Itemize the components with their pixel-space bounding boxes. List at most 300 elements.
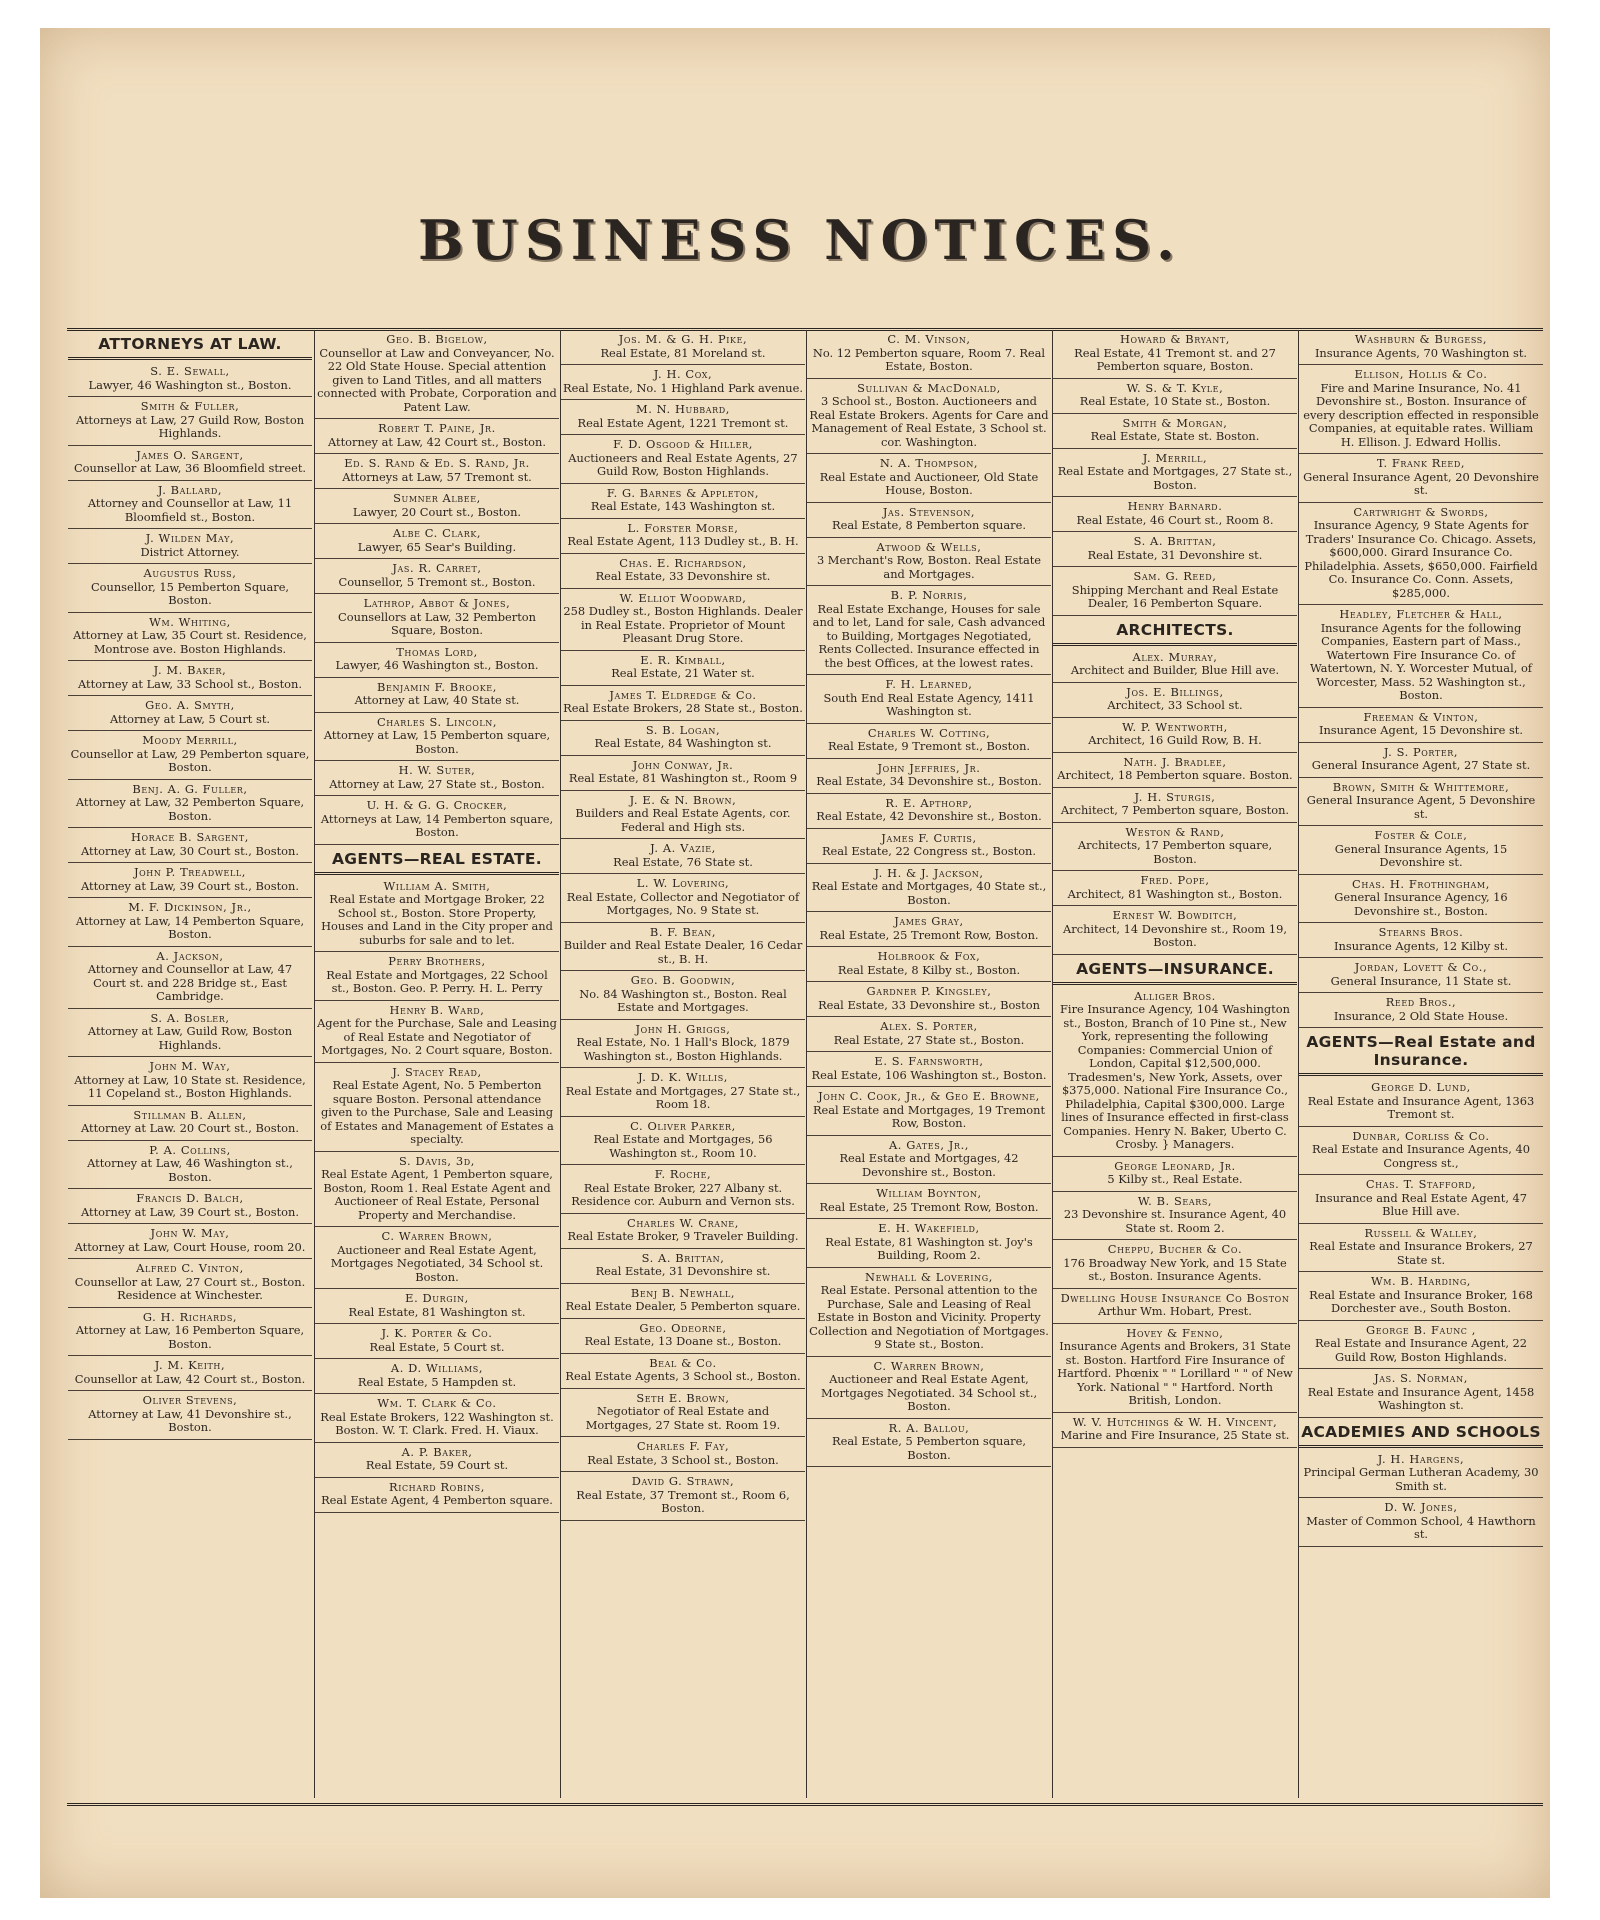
business-entry xyxy=(1053,532,1297,567)
entry-name: Smith & Fuller, xyxy=(140,399,240,413)
notice-column xyxy=(1298,330,1543,1798)
entry-name: John Conway, Jr. xyxy=(632,757,734,772)
entry-detail: Architect, 14 Devonshire st., Room 19, Boston. xyxy=(1063,921,1287,949)
entry-name: W. Elliot Woodward, xyxy=(619,590,747,605)
entry-name: Gardner P. Kingsley, xyxy=(866,984,992,998)
entry-name: Cheppu, Bucher & Co. xyxy=(1107,1242,1243,1256)
business-entry xyxy=(68,613,312,662)
business-entry xyxy=(561,1165,805,1214)
business-entry xyxy=(68,780,312,829)
entry-name: William A. Smith, xyxy=(383,878,491,893)
entry-detail: Architect, 18 Pemberton square. Boston. xyxy=(1057,768,1293,782)
business-entry xyxy=(68,828,312,863)
entry-detail: Real Estate and Mortgages, 22 School st., Boston. Geo. P. Perry. H. L. Perry xyxy=(326,967,548,995)
business-entry xyxy=(315,524,559,559)
business-entry xyxy=(1053,906,1297,955)
entry-name: Reed Bros., xyxy=(1385,995,1457,1009)
notice-column xyxy=(68,330,312,1798)
business-entry xyxy=(68,661,312,696)
business-entry xyxy=(315,761,559,796)
entry-detail: Attorney at Law, 32 Pemberton Square, Boston. xyxy=(75,795,305,823)
business-entry xyxy=(1053,414,1297,449)
business-entry xyxy=(315,1478,559,1513)
entry-detail: Insurance Agents and Brokers, 31 State st. Boston. Hartford Fire Insurance of Hartford. Phœnix " " Lorillard " " of New York. National " " Hartford. North British, London. xyxy=(1057,1339,1293,1407)
entry-detail: Architect, 33 School st. xyxy=(1107,698,1243,712)
business-entry xyxy=(561,686,805,721)
business-entry xyxy=(807,330,1051,379)
entry-name: J. K. Porter & Co. xyxy=(381,1326,493,1340)
entry-name: Alex. Murray, xyxy=(1132,649,1218,664)
business-entry xyxy=(807,912,1051,947)
entry-detail: Real Estate and Mortgages, 27 State st., Room 18. xyxy=(565,1083,801,1111)
entry-name: J. H. Hargens, xyxy=(1377,1451,1465,1466)
entry-name: Oliver Stevens, xyxy=(142,1393,238,1407)
entry-detail: Attorney and Counsellor at Law, 11 Bloomfield st., Boston. xyxy=(87,496,293,524)
entry-detail: Attorney at Law, 42 Court st., Boston. xyxy=(327,434,547,449)
entry-name: Atwood & Wells, xyxy=(876,539,982,554)
entry-name: H. W. Suter, xyxy=(398,763,476,777)
business-entry xyxy=(315,713,559,762)
entry-detail: Real Estate and Insurance Agent, 1458 Washington st. xyxy=(1307,1384,1535,1412)
entry-detail: Attorneys at Law, 14 Pemberton square, Boston. xyxy=(320,811,554,839)
entry-detail: Real Estate Agent, 1221 Tremont st. xyxy=(577,415,789,430)
business-entry xyxy=(561,1472,805,1521)
entry-name: W. P. Wentworth, xyxy=(1122,719,1228,734)
entry-name: J. Ballard, xyxy=(157,482,223,497)
entry-detail: Architect and Builder, Blue Hill ave. xyxy=(1070,663,1280,677)
entry-detail: Principal German Lutheran Academy, 30 Smith st. xyxy=(1303,1465,1539,1493)
business-entry xyxy=(561,1020,805,1069)
entry-detail: Real Estate, 10 State st., Boston. xyxy=(1079,394,1271,408)
entry-detail: Lawyer, 46 Washington st., Boston. xyxy=(335,658,539,672)
entry-name: Charles W. Crane, xyxy=(627,1215,739,1230)
business-entry xyxy=(1299,1450,1543,1499)
entry-name: D. W. Jones, xyxy=(1384,1500,1458,1514)
business-entry xyxy=(807,1268,1051,1357)
entry-name: Wm. Whiting, xyxy=(149,614,231,629)
entry-detail: No. 12 Pemberton square, Room 7. Real Estate, Boston. xyxy=(812,345,1046,373)
entry-detail: Real Estate, 33 Devonshire st. xyxy=(595,569,771,583)
business-entry xyxy=(561,1319,805,1354)
business-entry xyxy=(315,559,559,594)
entry-name: Stillman B. Allen, xyxy=(133,1107,247,1122)
business-entry xyxy=(68,397,312,446)
notice-column xyxy=(1052,330,1297,1798)
business-entry xyxy=(561,519,805,554)
entry-name: Jas. S. Norman, xyxy=(1374,1371,1468,1385)
business-entry xyxy=(1053,567,1297,616)
entry-name: C. Warren Brown, xyxy=(873,1358,985,1373)
entry-detail: Real Estate, 42 Devonshire st., Boston. xyxy=(816,809,1042,823)
entry-name: John Jeffries, Jr. xyxy=(877,760,981,775)
entry-detail: Real Estate, 81 Moreland st. xyxy=(600,345,766,360)
entry-name: Jos. M. & G. H. Pike, xyxy=(618,332,748,346)
entry-name: Foster & Cole, xyxy=(1374,828,1468,842)
business-entry xyxy=(561,1068,805,1117)
business-entry xyxy=(1299,778,1543,827)
business-entry xyxy=(561,1437,805,1472)
entry-name: J. S. Porter, xyxy=(1383,744,1459,759)
entry-name: S. A. Bosler, xyxy=(150,1010,230,1025)
entry-name: Geo. A. Smyth, xyxy=(145,698,235,712)
entry-detail: Real Estate, 9 Tremont st., Boston. xyxy=(827,739,1031,753)
entry-detail: Real Estate, 143 Washington st. xyxy=(590,499,776,513)
business-entry xyxy=(1053,1413,1297,1448)
business-entry xyxy=(68,362,312,397)
business-entry xyxy=(1299,875,1543,924)
entry-name: Ellison, Hollis & Co. xyxy=(1354,367,1488,381)
business-entry xyxy=(1053,1157,1297,1192)
business-entry xyxy=(315,1152,559,1228)
entry-name: Fred. Pope, xyxy=(1140,873,1210,887)
entry-name: Jas. R. Carret, xyxy=(392,561,482,575)
entry-name: Washburn & Burgess, xyxy=(1354,332,1488,346)
business-entry xyxy=(68,1259,312,1308)
entry-detail: Builder and Real Estate Dealer, 16 Cedar st., B. H. xyxy=(563,938,803,966)
section-heading: ATTORNEYS AT LAW. xyxy=(68,330,312,360)
business-entry xyxy=(807,538,1051,587)
entry-name: C. Oliver Parker, xyxy=(630,1118,736,1133)
entry-name: Sumner Albee, xyxy=(393,491,481,505)
entry-detail: Attorney at Law, 5 Court st. xyxy=(109,711,271,726)
business-entry xyxy=(561,756,805,791)
entry-name: John H. Griggs, xyxy=(635,1021,731,1036)
business-entry xyxy=(1299,1369,1543,1418)
entry-detail: Real Estate, 3 School st., Boston. xyxy=(587,1452,779,1467)
entry-name: B. F. Bean, xyxy=(649,924,717,939)
entry-name: Charles S. Lincoln, xyxy=(376,714,498,729)
business-entry xyxy=(561,1354,805,1389)
entry-name: Geo. Odeorne, xyxy=(639,1320,727,1335)
business-entry xyxy=(68,1189,312,1224)
entry-detail: General Insurance, 11 State st. xyxy=(1330,973,1512,988)
entry-detail: General Insurance Agent, 20 Devonshire st. xyxy=(1303,469,1539,497)
entry-detail: Counsellor, 5 Tremont st., Boston. xyxy=(338,574,536,589)
entry-name: J. Wilden May, xyxy=(145,531,235,545)
entry-name: Wm. B. Harding, xyxy=(1370,1274,1472,1288)
entry-name: Henry Barnard. xyxy=(1127,499,1223,513)
business-entry xyxy=(315,1324,559,1359)
entry-detail: 176 Broadway New York, and 15 State st., Boston. Insurance Agents. xyxy=(1063,1255,1287,1283)
business-entry xyxy=(561,791,805,840)
entry-detail: 258 Dudley st., Boston Highlands. Dealer in Real Estate. Proprietor of Mount Pleasant Drug Store. xyxy=(563,604,803,645)
entry-detail: Attorney and Counsellor at Law, 47 Court st. and 228 Bridge st., East Cambridge. xyxy=(87,962,293,1003)
entry-detail: 23 Devonshire st. Insurance Agent, 40 State st. Room 2. xyxy=(1063,1207,1287,1235)
business-entry xyxy=(807,1136,1051,1185)
entry-name: W. B. Sears, xyxy=(1137,1193,1213,1208)
entry-detail: Real Estate and Mortgage Broker, 22 School st., Boston. Store Property, Houses and Land in the City proper and suburbs for sale and to let. xyxy=(321,892,553,947)
entry-name: Newhall & Lovering, xyxy=(865,1269,993,1284)
entry-detail: Real Estate Dealer, 5 Pemberton square. xyxy=(565,1299,801,1313)
business-entry xyxy=(68,1141,312,1190)
business-entry xyxy=(1053,823,1297,872)
entry-name: W. V. Hutchings & W. H. Vincent, xyxy=(1072,1414,1278,1429)
entry-detail: Real Estate Brokers, 122 Washington st. Boston. W. T. Clark. Fred. H. Viaux. xyxy=(320,1409,554,1437)
entry-name: E. H. Wakefield, xyxy=(878,1221,980,1235)
entry-detail: Attorney at Law, 10 State st. Residence, 11 Copeland st., Boston Highlands. xyxy=(74,1072,306,1100)
entry-name: Moody Merrill, xyxy=(142,733,238,747)
entry-name: Chas. H. Frothingham, xyxy=(1352,876,1490,891)
entry-detail: Architect, 7 Pemberton square, Boston. xyxy=(1060,803,1290,817)
entry-name: Weston & Rand, xyxy=(1125,824,1225,839)
business-entry xyxy=(1299,958,1543,993)
business-entry xyxy=(315,1359,559,1394)
entry-detail: Real Estate and Insurance Agent, 22 Guild Row, Boston Highlands. xyxy=(1314,1336,1528,1364)
entry-name: J. H. Sturgis, xyxy=(1134,789,1216,804)
entry-detail: Architects, 17 Pemberton square, Boston. xyxy=(1077,838,1273,866)
entry-detail: Real Estate and Auctioneer, Old State House, Boston. xyxy=(819,469,1039,497)
entry-name: Jas. Stevenson, xyxy=(882,504,976,519)
entry-detail: Marine and Fire Insurance, 25 State st. xyxy=(1060,1428,1290,1442)
entry-name: Chas. T. Stafford, xyxy=(1365,1177,1477,1191)
entry-detail: Attorney at Law, Court House, room 20. xyxy=(74,1239,306,1254)
entry-detail: Insurance Agents, 70 Washington st. xyxy=(1314,345,1528,360)
business-entry xyxy=(1299,708,1543,743)
entry-name: U. H. & G. G. Crocker, xyxy=(366,798,508,812)
notice-column xyxy=(806,330,1051,1798)
business-entry xyxy=(1299,605,1543,708)
business-entry xyxy=(561,1284,805,1319)
business-entry xyxy=(315,454,559,489)
entry-name: J. E. & N. Brown, xyxy=(629,792,737,807)
entry-name: Geo. B. Bigelow, xyxy=(386,332,488,346)
business-entry xyxy=(1299,1321,1543,1370)
entry-detail: Master of Common School, 4 Hawthorn st. xyxy=(1306,1513,1536,1541)
business-entry xyxy=(807,864,1051,913)
entry-detail: Counsellor at Law, 42 Court st., Boston. xyxy=(74,1371,306,1386)
business-entry xyxy=(315,419,559,454)
entry-detail: Real Estate Agent, 4 Pemberton square. xyxy=(321,1493,553,1507)
entry-detail: 5 Kilby st., Real Estate. xyxy=(1107,1172,1243,1186)
entry-detail: Real Estate, 81 Washington st. Joy's Building, Room 2. xyxy=(825,1234,1033,1262)
entry-name: Charles W. Cotting, xyxy=(867,725,991,740)
entry-detail: Real Estate, 25 Tremont Row, Boston. xyxy=(819,1199,1039,1214)
entry-name: Headley, Fletcher & Hall, xyxy=(1339,607,1503,621)
business-entry xyxy=(561,651,805,686)
entry-detail: Real Estate and Mortgages, 27 State st., Boston. xyxy=(1057,464,1293,492)
entry-name: Perry Brothers, xyxy=(388,954,486,968)
entry-detail: Real Estate, 5 Hampden st. xyxy=(357,1374,517,1389)
entry-name: E. S. Farnsworth, xyxy=(874,1054,984,1068)
entry-name: Benj B. Newhall, xyxy=(630,1285,736,1300)
business-entry xyxy=(807,829,1051,864)
entry-name: Dwelling House Insurance Co Boston xyxy=(1060,1290,1290,1305)
business-entry xyxy=(1299,1127,1543,1176)
business-entry xyxy=(1053,683,1297,718)
business-entry xyxy=(68,1009,312,1058)
business-entry xyxy=(1053,1289,1297,1324)
entry-name: F. H. Learned, xyxy=(885,677,973,691)
entry-name: Howard & Bryant, xyxy=(1119,332,1231,346)
business-entry xyxy=(561,554,805,589)
business-entry xyxy=(561,721,805,756)
entry-name: W. S. & T. Kyle, xyxy=(1126,380,1224,395)
entry-name: Jos. E. Billings, xyxy=(1126,684,1224,699)
entry-detail: South End Real Estate Agency, 1411 Washington st. xyxy=(823,690,1035,718)
entry-name: Augustus Russ, xyxy=(143,566,237,580)
entry-detail: Real Estate, 27 State st., Boston. xyxy=(833,1032,1025,1047)
business-entry xyxy=(561,435,805,484)
business-entry xyxy=(1299,993,1543,1028)
entry-detail: Counsellors at Law, 32 Pemberton Square, Boston. xyxy=(338,609,536,637)
section-heading: AGENTS—Real Estate and Insurance. xyxy=(1299,1028,1543,1076)
entry-detail: Architect, 81 Washington st., Boston. xyxy=(1067,886,1283,901)
entry-detail: General Insurance Agency, 16 Devonshire st., Boston. xyxy=(1334,890,1508,918)
entry-name: J. M. Baker, xyxy=(153,663,227,677)
business-entry xyxy=(807,586,1051,675)
entry-name: M. F. Dickinson, Jr., xyxy=(128,900,252,914)
entry-detail: No. 84 Washington st., Boston. Real Estate and Mortgages. xyxy=(579,986,787,1014)
entry-detail: Real Estate Agents, 3 School st., Boston. xyxy=(565,1369,801,1383)
entry-detail: Real Estate, 46 Court st., Room 8. xyxy=(1076,512,1274,527)
entry-detail: Real Estate and Mortgages, 42 Devonshire st., Boston. xyxy=(839,1151,1019,1179)
entry-name: Dunbar, Corliss & Co. xyxy=(1352,1128,1490,1143)
entry-name: J. D. K. Willis, xyxy=(638,1070,728,1084)
business-entry xyxy=(315,877,559,953)
business-entry xyxy=(561,923,805,972)
business-entry xyxy=(315,678,559,713)
page-title: BUSINESS NOTICES. xyxy=(418,208,1182,272)
entry-name: Freeman & Vinton, xyxy=(1363,709,1479,724)
entry-detail: Real Estate, Collector and Negotiator of Mortgages, No. 9 State st. xyxy=(566,889,800,917)
entry-detail: Fire and Marine Insurance, No. 41 Devonshire st., Boston. Insurance of every description effected in responsible Companies, at equitable rates. William H. Ellison. J. Edward Hollis. xyxy=(1303,380,1539,449)
entry-name: John M. Way, xyxy=(149,1059,231,1073)
section-heading: AGENTS—INSURANCE. xyxy=(1053,955,1297,985)
business-entry xyxy=(1053,753,1297,788)
business-entry xyxy=(807,1357,1051,1419)
business-entry xyxy=(68,1224,312,1259)
entry-detail: Real Estate, 76 State st. xyxy=(613,854,753,869)
entry-detail: 3 Merchant's Row, Boston. Real Estate and Mortgages. xyxy=(816,553,1042,581)
entry-detail: Real Estate Agent, No. 5 Pemberton square Boston. Personal attendance given to the Purchase, Sale and Leasing of Estates and Management of Estates a specialty. xyxy=(320,1078,554,1146)
business-entry xyxy=(315,1443,559,1478)
business-entry xyxy=(1053,1324,1297,1413)
entry-name: J. H. & J. Jackson, xyxy=(874,865,984,880)
business-entry xyxy=(1299,1175,1543,1224)
entry-name: George D. Lund, xyxy=(1371,1080,1471,1094)
entry-name: Horace B. Sargent, xyxy=(130,830,250,844)
entry-detail: Real Estate, 41 Tremont st. and 27 Pemberton square, Boston. xyxy=(1074,345,1276,373)
entry-name: John C. Cook, Jr., & Geo E. Browne, xyxy=(818,1089,1040,1103)
business-entry xyxy=(315,594,559,643)
entry-name: Ed. S. Rand & Ed. S. Rand, Jr. xyxy=(344,456,530,470)
business-entry xyxy=(315,1001,559,1063)
entry-name: B. P. Norris, xyxy=(890,588,968,602)
entry-detail: Attorney at Law, 40 State st. xyxy=(354,693,520,707)
entry-name: J. H. Cox, xyxy=(653,367,713,381)
entry-detail: Real Estate, 25 Tremont Row, Boston. xyxy=(819,927,1039,942)
entry-detail: Real Estate, 59 Court st. xyxy=(365,1458,509,1472)
business-entry xyxy=(561,971,805,1020)
entry-name: George B. Faunc , xyxy=(1366,1322,1476,1337)
entry-detail: Real Estate, 5 Court st. xyxy=(369,1339,505,1354)
business-entry xyxy=(561,1117,805,1166)
business-entry xyxy=(1053,788,1297,823)
entry-name: Lathrop, Abbot & Jones, xyxy=(363,596,511,610)
entry-detail: General Insurance Agents, 15 Devonshire st. xyxy=(1334,841,1508,869)
entry-detail: Real Estate, 33 Devonshire st., Boston xyxy=(818,997,1040,1012)
entry-name: M. N. Hubbard, xyxy=(635,402,731,416)
business-entry xyxy=(1299,454,1543,503)
notice-column xyxy=(560,330,805,1798)
entry-name: F. Roche, xyxy=(654,1167,712,1181)
section-heading: AGENTS—REAL ESTATE. xyxy=(315,845,559,875)
business-entry xyxy=(1053,718,1297,753)
entry-name: Smith & Morgan, xyxy=(1122,415,1228,430)
entry-detail: 3 School st., Boston. Auctioneers and Real Estate Brokers. Agents for Care and Management of Real Estate, 3 School st. cor. Washington. xyxy=(809,394,1049,449)
entry-name: Thomas Lord, xyxy=(396,644,478,659)
entry-name: Alfred C. Vinton, xyxy=(136,1261,244,1275)
entry-name: Robert T. Paine, Jr. xyxy=(378,421,496,435)
entry-name: Cartwright & Swords, xyxy=(1353,504,1489,519)
business-entry xyxy=(1299,923,1543,958)
entry-detail: Real Estate, No. 1 Hall's Block, 1879 Washington st., Boston Highlands. xyxy=(576,1035,790,1063)
business-entry xyxy=(1053,449,1297,498)
entry-detail: General Insurance Agent, 27 State st. xyxy=(1311,758,1531,772)
entry-detail: Insurance, 2 Old State House. xyxy=(1333,1008,1509,1023)
business-entry xyxy=(807,1219,1051,1268)
business-entry xyxy=(561,400,805,435)
business-entry xyxy=(561,589,805,651)
entry-name: L. W. Lovering, xyxy=(636,876,730,890)
entry-detail: Attorneys at Law, 57 Tremont st. xyxy=(342,469,532,484)
business-entry xyxy=(807,1087,1051,1136)
business-entry xyxy=(1299,503,1543,606)
entry-name: Richard Robins, xyxy=(389,1479,485,1494)
entry-detail: Agent for the Purchase, Sale and Leasing of Real Estate and Negotiator of Mortgages, No. 2 Court square, Boston. xyxy=(317,1016,557,1057)
entry-detail: Insurance Agents, 12 Kilby st. xyxy=(1334,938,1508,953)
entry-detail: Lawyer, 20 Court st., Boston. xyxy=(352,504,522,519)
entry-detail: Real Estate, 31 Devonshire st. xyxy=(595,1264,771,1278)
entry-detail: Real Estate, 5 Pemberton square, Boston. xyxy=(832,1434,1026,1462)
entry-name: S. B. Logan, xyxy=(645,722,721,737)
business-entry xyxy=(315,796,559,845)
entry-detail: Real Estate and Insurance Agent, 1363 Tremont st. xyxy=(1307,1093,1535,1121)
entry-detail: Real Estate, 22 Congress st., Boston. xyxy=(821,844,1037,858)
business-entry xyxy=(807,1017,1051,1052)
entry-name: Francis D. Balch, xyxy=(136,1191,244,1205)
entry-detail: Real Estate and Mortgages, 40 State st., Boston. xyxy=(811,879,1047,907)
entry-detail: Attorneys at Law, 27 Guild Row, Boston Highlands. xyxy=(75,412,305,440)
entry-name: C. Warren Brown, xyxy=(381,1229,493,1243)
entry-detail: Attorney at Law, 16 Pemberton Square, Boston. xyxy=(75,1323,305,1351)
entry-detail: Real Estate Broker, 227 Albany st. Residence cor. Auburn and Vernon sts. xyxy=(571,1180,795,1208)
entry-detail: Attorney at Law. 20 Court st., Boston. xyxy=(80,1121,300,1135)
business-entry xyxy=(68,446,312,481)
entry-detail: Attorney at Law, 15 Pemberton square, Boston. xyxy=(323,728,551,756)
entry-detail: Real Estate, 37 Tremont st., Room 6, Boston. xyxy=(576,1487,790,1515)
business-entry xyxy=(807,947,1051,982)
entry-name: S. Davis, 3d, xyxy=(399,1153,475,1168)
entry-detail: Attorney at Law, 30 Court st., Boston. xyxy=(80,843,300,858)
entry-name: Seth E. Brown, xyxy=(636,1390,730,1405)
entry-name: James F. Curtis, xyxy=(881,830,977,845)
business-entry xyxy=(1299,1498,1543,1547)
business-entry xyxy=(807,982,1051,1017)
business-entry xyxy=(68,481,312,530)
entry-name: J. Merrill, xyxy=(1142,450,1208,465)
entry-name: Holbrook & Fox, xyxy=(877,949,981,963)
entry-detail: Real Estate, 34 Devonshire st., Boston. xyxy=(816,774,1042,788)
entry-detail: Real Estate. Personal attention to the Purchase, Sale and Leasing of Real Estate in Boston and Vicinity. Property Collection and Negotiation of Mortgages. 9 State st., Boston. xyxy=(809,1283,1049,1351)
business-entry xyxy=(315,952,559,1001)
entry-detail: Insurance Agency, 9 State Agents for Traders' Insurance Co. Chicago. Assets, $600,000. Girard Insurance Co. Philadelphia. Assets, $650,000. Fairfield Co. Insurance Co. Conn. Assets, $285,000. xyxy=(1304,518,1538,600)
business-entry xyxy=(68,731,312,780)
business-entry xyxy=(561,1214,805,1249)
business-entry xyxy=(1053,497,1297,532)
entry-name: John P. Treadwell, xyxy=(133,865,247,879)
business-entry xyxy=(807,1184,1051,1219)
